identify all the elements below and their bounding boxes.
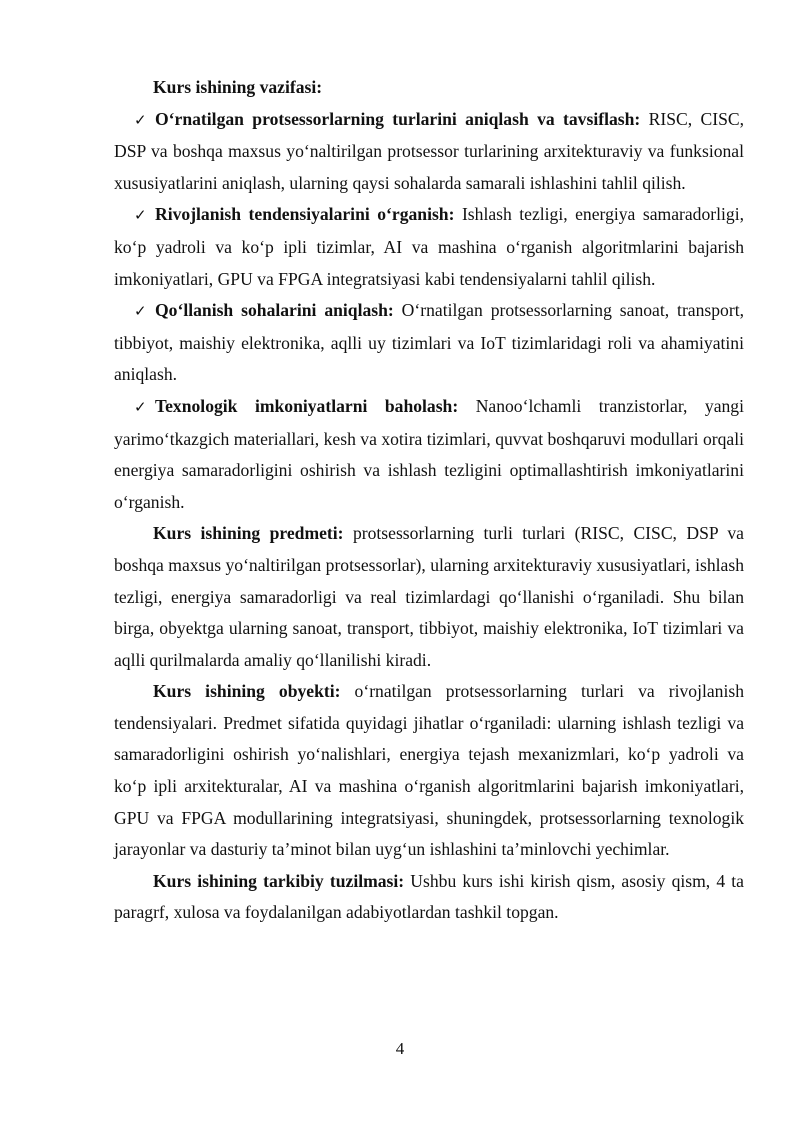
task-title: O‘rnatilgan protsessorlarning turlarini aniqlash va tavsiflash: <box>155 108 641 129</box>
subject-text: protsessorlarning turli turlari (RISC, CISC, DSP va boshqa maxsus yo‘naltirilgan protsessorlar), ularning arxitekturaviy xususiyatlari, ishlash tezligi, energiya samaradorligi va real tizimlardagi qo‘llanishi o‘rganiladi. Shu bilan birga, obyektga ularning sanoat, transport, tibbiyot, maishiy elektronika, IoT tizimlari va aqlli qurilmalarda amaliy qo‘llanilishi kiradi. <box>114 523 744 670</box>
task-item-2 <box>114 199 744 295</box>
task-item-1 <box>114 104 744 200</box>
task-title: Texnologik imkoniyatlarni baholash: <box>155 395 459 416</box>
page-number: 4 <box>395 1039 405 1058</box>
object-title: Kurs ishining obyekti: <box>153 681 341 702</box>
checkmark-icon: ✓ <box>134 397 147 416</box>
task-title: Qo‘llanish sohalarini aniqlash: <box>155 300 394 321</box>
task-text: Nanoo‘lchamli tranzistorlar, yangi yarimo‘tkazgich materiallari, kesh va xotira tizimlari, quvvat boshqaruvi modullari orqali energiya samaradorligini oshirish va ishlash tezligini optimallashtirish imkoniyatlarini o‘rganish. <box>114 395 744 512</box>
task-item-3 <box>114 295 744 391</box>
task-item-4 <box>114 391 744 518</box>
task-text: RISC, CISC, DSP va boshqa maxsus yo‘naltirilgan protsessor turlarining arxitekturaviy va funksional xususiyatlarini aniqlash, ularning qaysi sohalarda samarali ishlashini tahlil qilish. <box>114 108 744 193</box>
object-text: o‘rnatilgan protsessorlarning turlari va rivojlanish tendensiyalari. Predmet sifatida quyidagi jihatlar o‘rganiladi: ularning ishlash tezligi va samaradorligini oshirish yo‘nalishlari, energiya tejash mexanizmlari, ko‘p yadroli va ko‘p ipli arxitekturalar, AI va mashina o‘rganish algoritmlarini bajarish imkoniyatlari, GPU va FPGA modullarining integratsiyasi, shuningdek, protsessorlarning texnologik jarayonlar va dasturiy ta’minot bilan uyg‘un ishlashini ta’minlovchi yechimlar. <box>114 681 744 860</box>
subject-title: Kurs ishining predmeti: <box>153 523 344 544</box>
structure-text: Ushbu kurs ishi kirish qism, asosiy qism, 4 ta paragrf, xulosa va foydalanilgan adabiyotlardan tashkil topgan. <box>114 870 744 923</box>
tasks-heading: Kurs ishining vazifasi: <box>153 77 323 97</box>
structure-title: Kurs ishining tarkibiy tuzilmasi: <box>153 870 405 891</box>
structure-paragraph <box>114 866 744 929</box>
task-text: O‘rnatilgan protsessorlarning sanoat, transport, tibbiyot, maishiy elektronika, aqlli uy tizimlari va IoT tizimlaridagi roli va ahamiyatini aniqlash. <box>114 300 744 385</box>
checkmark-icon: ✓ <box>134 110 147 129</box>
subject-paragraph <box>114 518 744 676</box>
checkmark-icon: ✓ <box>134 206 147 225</box>
checkmark-icon: ✓ <box>134 302 147 321</box>
object-paragraph <box>114 676 744 866</box>
document-page <box>114 72 744 929</box>
task-text: Ishlash tezligi, energiya samaradorligi, ko‘p yadroli va ko‘p ipli tizimlar, AI va mashina o‘rganish algoritmlarini bajarish imkoniyatlari, GPU va FPGA integratsiyasi kabi tendensiyalarni tahlil qilish. <box>114 204 744 289</box>
tasks-heading-paragraph <box>114 72 744 104</box>
task-title: Rivojlanish tendensiyalarini o‘rganish: <box>155 204 455 225</box>
